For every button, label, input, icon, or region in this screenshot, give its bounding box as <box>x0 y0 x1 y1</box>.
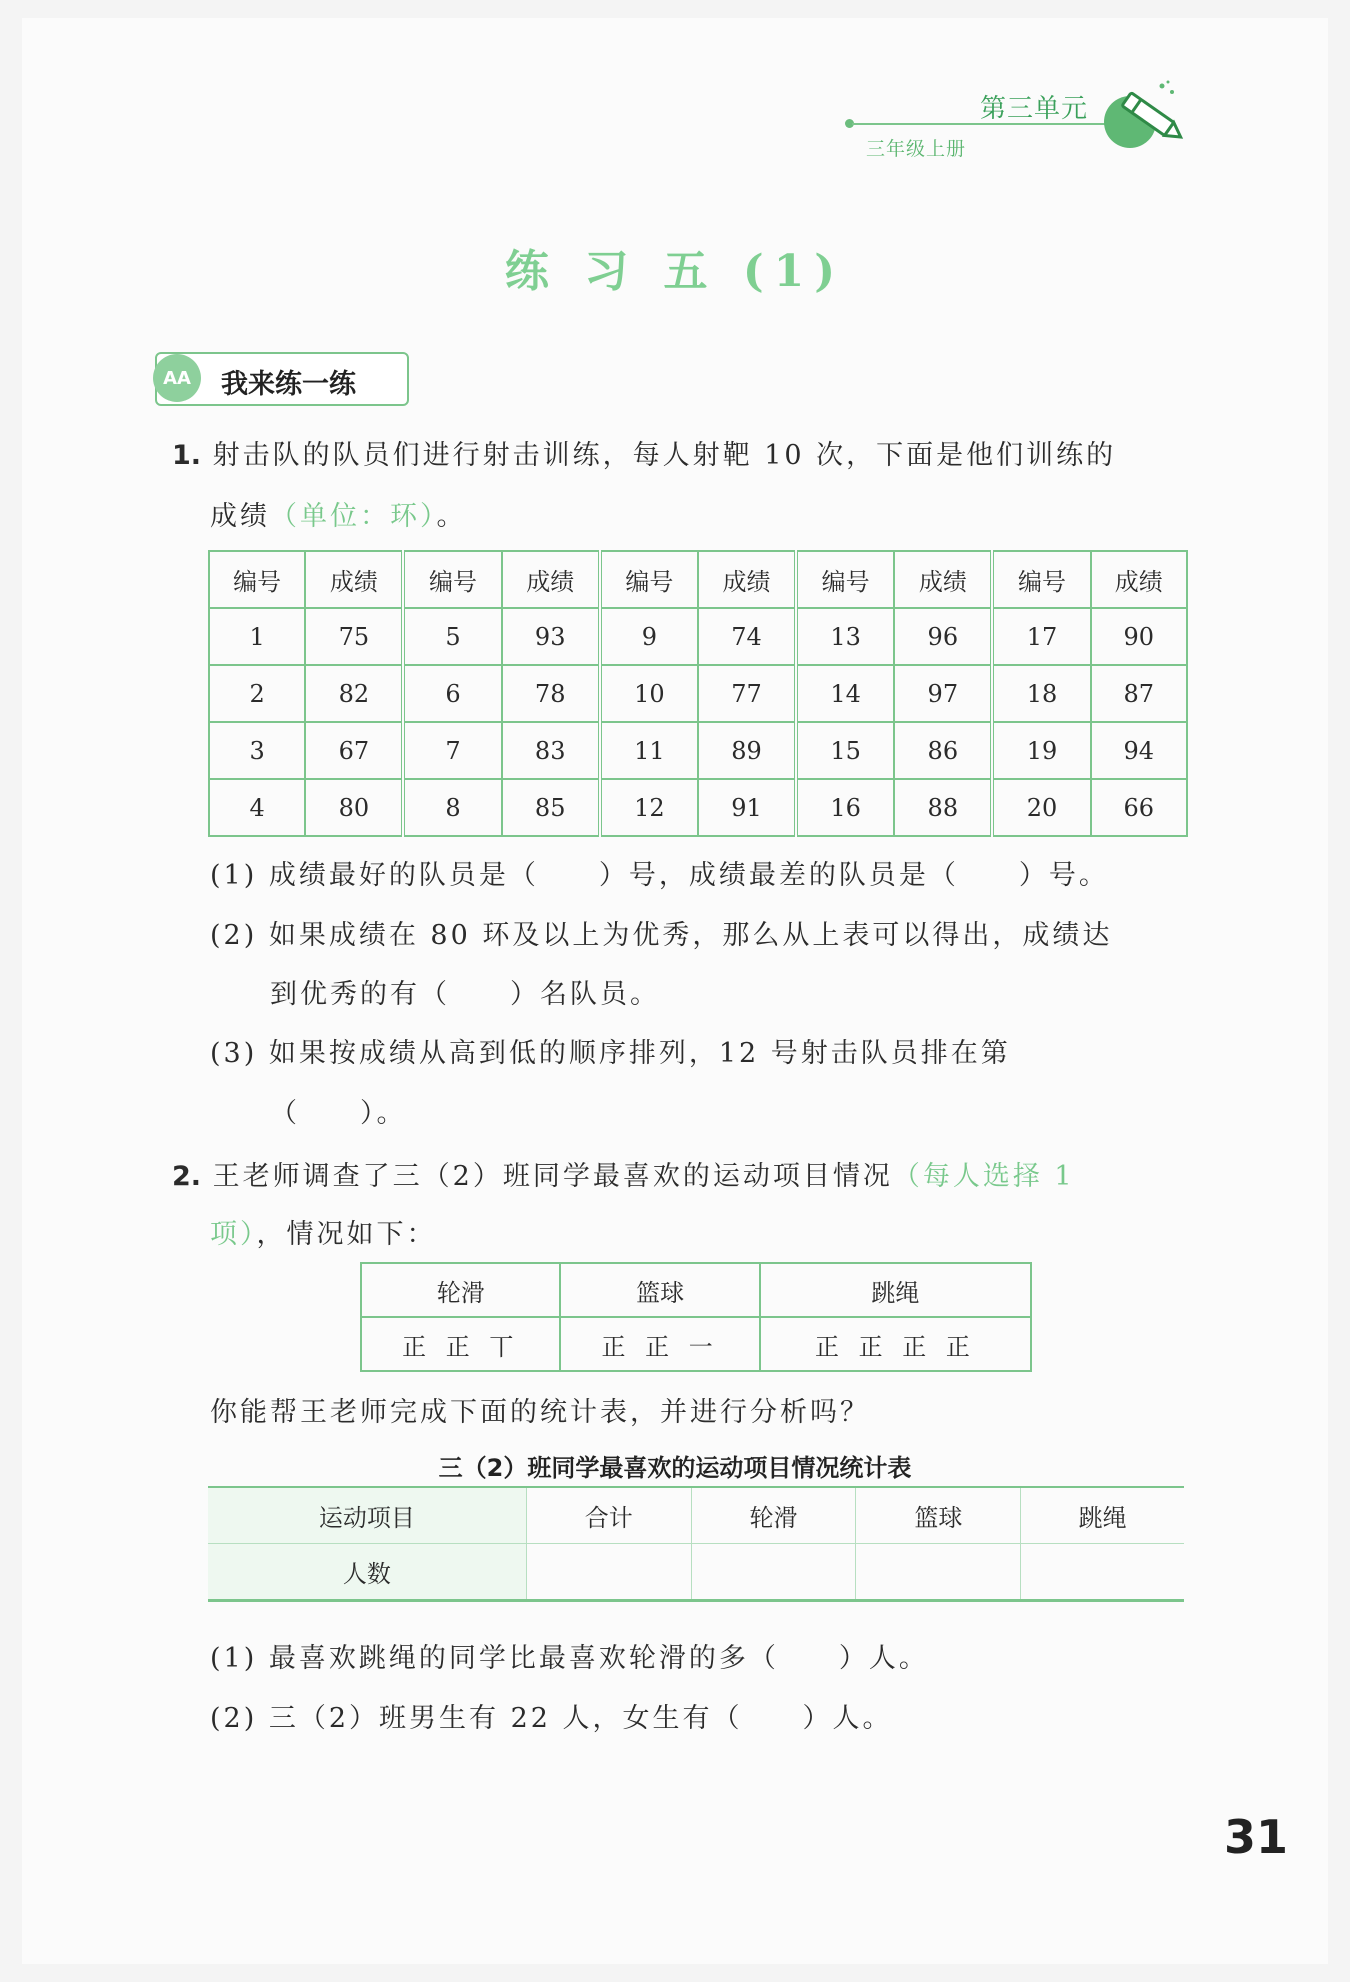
stat-header: 轮滑 <box>691 1487 856 1544</box>
header-id: 编号 <box>796 551 894 608</box>
cell-id: 16 <box>796 779 894 836</box>
tally-table <box>360 1262 1032 1372</box>
cell-id: 7 <box>403 722 501 779</box>
cell-id: 15 <box>796 722 894 779</box>
q2-text-line1 <box>172 1154 1075 1193</box>
page-title: 练 习 五 (1) <box>504 246 846 297</box>
header-score: 成绩 <box>305 551 403 608</box>
q1-sub3-line2: （ ）。 <box>270 1098 407 1129</box>
cell-score: 88 <box>894 779 992 836</box>
table-row <box>209 608 1187 665</box>
cell-id: 5 <box>403 608 501 665</box>
cell-id: 10 <box>600 665 698 722</box>
tally-header: 轮滑 <box>361 1263 560 1317</box>
stat-blank-cell[interactable] <box>526 1544 691 1601</box>
cell-score: 83 <box>502 722 600 779</box>
stat-row-label: 人数 <box>208 1544 526 1601</box>
q1-number: 1. <box>172 440 202 471</box>
cell-score: 93 <box>502 608 600 665</box>
stat-header: 篮球 <box>856 1487 1021 1544</box>
cell-score: 87 <box>1091 665 1187 722</box>
stat-header-row <box>208 1487 1184 1544</box>
header-score: 成绩 <box>698 551 796 608</box>
header-id: 编号 <box>209 551 305 608</box>
q2-text-a: 王老师调查了三（2）班同学最喜欢的运动项目情况 <box>212 1161 893 1192</box>
q2-sub1: (1) 最喜欢跳绳的同学比最喜欢轮滑的多（ ）人。 <box>210 1643 929 1674</box>
header-id: 编号 <box>403 551 501 608</box>
tally-header-row <box>361 1263 1031 1317</box>
stat-blank-cell[interactable] <box>856 1544 1021 1601</box>
q2-text-line2 <box>210 1212 437 1251</box>
cell-score: 82 <box>305 665 403 722</box>
cell-id: 20 <box>992 779 1090 836</box>
cell-score: 91 <box>698 779 796 836</box>
stat-table-title: 三（2）班同学最喜欢的运动项目情况统计表 <box>438 1454 912 1482</box>
cell-id: 4 <box>209 779 305 836</box>
cell-id: 1 <box>209 608 305 665</box>
stat-header: 跳绳 <box>1021 1487 1184 1544</box>
cell-id: 18 <box>992 665 1090 722</box>
q2-prompt: 你能帮王老师完成下面的统计表，并进行分析吗？ <box>210 1397 870 1428</box>
q1-text-c: 。 <box>436 501 467 532</box>
cell-id: 2 <box>209 665 305 722</box>
cell-id: 3 <box>209 722 305 779</box>
header-id: 编号 <box>992 551 1090 608</box>
cell-id: 9 <box>600 608 698 665</box>
q2-note-b: 项） <box>210 1219 257 1250</box>
stat-blank-cell[interactable] <box>691 1544 856 1601</box>
q1-sub2-line1: (2) 如果成绩在 80 环及以上为优秀，那么从上表可以得出，成绩达 <box>210 920 1113 951</box>
header-id: 编号 <box>600 551 698 608</box>
section-header <box>155 352 409 406</box>
q1-text-a: 成绩 <box>210 501 270 532</box>
cell-score: 94 <box>1091 722 1187 779</box>
q2-note-a: （每人选择 1 <box>892 1161 1075 1192</box>
unit-label: 第三单元 <box>980 94 1089 124</box>
table-header-row <box>209 551 1187 608</box>
cell-id: 19 <box>992 722 1090 779</box>
header-score: 成绩 <box>1091 551 1187 608</box>
cell-id: 11 <box>600 722 698 779</box>
cell-id: 6 <box>403 665 501 722</box>
section-badge-icon: AA <box>153 354 201 402</box>
pencil-logo-icon <box>1100 78 1190 158</box>
cell-id: 12 <box>600 779 698 836</box>
cell-id: 14 <box>796 665 894 722</box>
tally-header: 篮球 <box>560 1263 759 1317</box>
q1-text: 射击队的队员们进行射击训练，每人射靶 10 次，下面是他们训练的 <box>212 440 1117 471</box>
table-row <box>209 722 1187 779</box>
cell-id: 13 <box>796 608 894 665</box>
header-score: 成绩 <box>894 551 992 608</box>
cell-score: 66 <box>1091 779 1187 836</box>
tally-row <box>361 1317 1031 1371</box>
header-score: 成绩 <box>502 551 600 608</box>
q1-text-line2 <box>210 494 467 533</box>
grade-label: 三年级上册 <box>866 138 967 160</box>
tally-marks: 正 正 正 正 <box>760 1317 1031 1371</box>
q1-text-line1 <box>172 433 1116 472</box>
q1-sub1: (1) 成绩最好的队员是（ ）号，成绩最差的队员是（ ）号。 <box>210 860 1109 891</box>
q1-sub3-line1: (3) 如果按成绩从高到低的顺序排列，12 号射击队员排在第 <box>210 1038 1011 1069</box>
score-table <box>208 550 1188 837</box>
cell-score: 85 <box>502 779 600 836</box>
table-row <box>209 665 1187 722</box>
cell-score: 90 <box>1091 608 1187 665</box>
cell-score: 78 <box>502 665 600 722</box>
cell-score: 89 <box>698 722 796 779</box>
cell-id: 8 <box>403 779 501 836</box>
cell-score: 97 <box>894 665 992 722</box>
stat-table <box>208 1486 1184 1602</box>
cell-score: 74 <box>698 608 796 665</box>
tally-header: 跳绳 <box>760 1263 1031 1317</box>
tally-marks: 正 正 丅 <box>361 1317 560 1371</box>
stat-row <box>208 1544 1184 1601</box>
q2-text-b: ，情况如下： <box>256 1219 437 1250</box>
cell-score: 75 <box>305 608 403 665</box>
stat-header: 运动项目 <box>208 1487 526 1544</box>
cell-score: 86 <box>894 722 992 779</box>
cell-score: 67 <box>305 722 403 779</box>
cell-score: 77 <box>698 665 796 722</box>
tally-marks: 正 正 一 <box>560 1317 759 1371</box>
stat-header: 合计 <box>526 1487 691 1544</box>
q2-number: 2. <box>172 1161 202 1192</box>
q1-unit-note: （单位：环） <box>270 501 437 532</box>
section-label: 我来练一练 <box>221 369 356 400</box>
stat-blank-cell[interactable] <box>1021 1544 1184 1601</box>
page-number: 31 <box>1224 1810 1289 1864</box>
q1-sub2-line2: 到优秀的有（ ）名队员。 <box>270 979 660 1010</box>
cell-id: 17 <box>992 608 1090 665</box>
table-row <box>209 779 1187 836</box>
q2-sub2: (2) 三（2）班男生有 22 人，女生有（ ）人。 <box>210 1703 893 1734</box>
cell-score: 96 <box>894 608 992 665</box>
cell-score: 80 <box>305 779 403 836</box>
